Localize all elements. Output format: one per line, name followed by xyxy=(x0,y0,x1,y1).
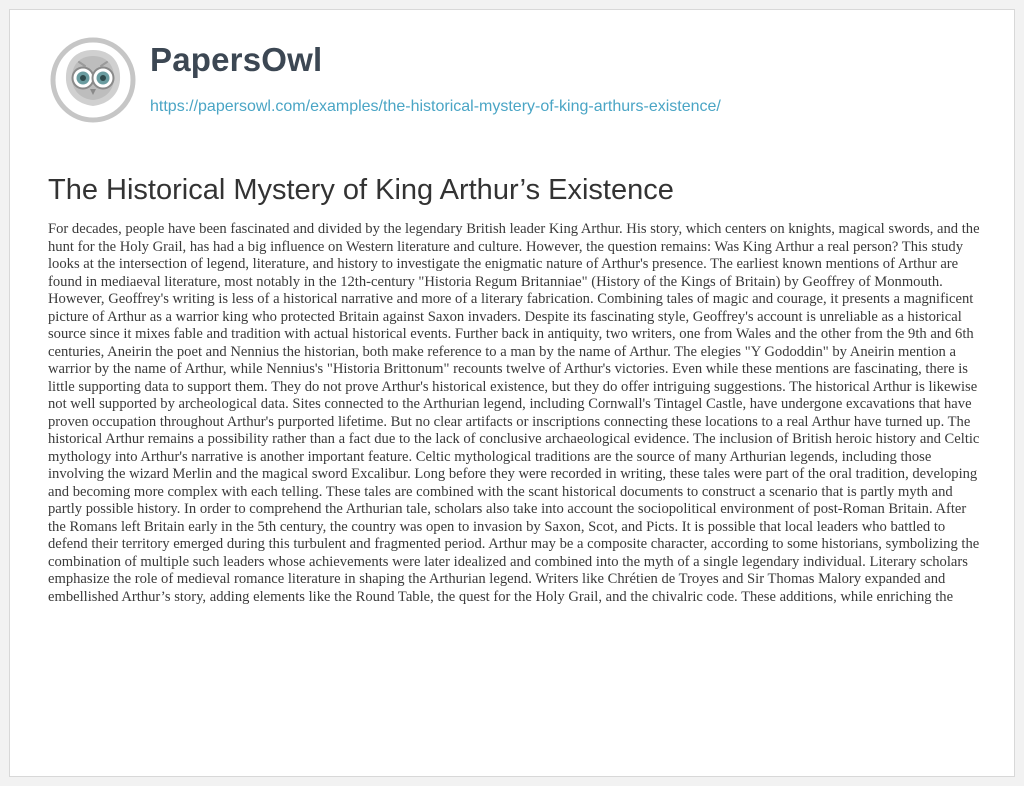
article-body: For decades, people have been fascinated and divided by the legendary British leader King Arthur. His story, which centers on knights, magical swords, and the hunt for the Holy Grail, has had a big influence on Western literature and culture. However, the question remains: Was King Arthur a real person? This study looks at the intersection of legend, literature, and history to investigate the enigmatic nature of Arthur's presence. The earliest known mentions of Arthur are found in mediaeval literature, most notably in the 12th-century "Historia Regum Britanniae" (History of the Kings of Britain) by Geoffrey of Monmouth. However, Geoffrey's writing is less of a historical narrative and more of a literary fabrication. Combining tales of magic and courage, it presents a magnificent picture of Arthur as a warrior king who protected Britain against Saxon invaders. Despite its fascinating style, Geoffrey's account is unreliable as a historical source since it mixes fable and tradition with actual historical events. Further back in antiquity, two writers, one from Wales and the other from the 9th and 6th centuries, Aneirin the poet and Nennius the historian, both make reference to a man by the name of Arthur. The elegies "Y Gododdin" by Aneirin mention a warrior by the name of Arthur, while Nennius's "Historia Brittonum" recounts twelve of Arthur's victories. Even while these mentions are fascinating, there is little supporting data to support them. They do not prove Arthur's historical existence, but they do offer intriguing suggestions. The historical Arthur is likewise not well supported by archeological data. Sites connected to the Arthurian legend, including Cornwall's Tintagel Castle, have undergone excavations that have proven occupation throughout Arthur's purported lifetime. But no clear artifacts or inscriptions connecting these locations to a real Arthur have turned up. The historical Arthur remains a possibility rather than a fact due to the lack of conclusive archaeological evidence. The inclusion of British heroic history and Celtic mythology into Arthur's narrative is another important feature. Celtic mythological traditions are the source of many Arthurian legends, including those involving the wizard Merlin and the magical sword Excalibur. Long before they were recorded in writing, these tales were part of the oral tradition, developing and becoming more complex with each telling. These tales are combined with the scant historical documents to construct a scenario that is partly myth and partly possible history. In order to comprehend the Arthurian tale, scholars also take into account the sociopolitical environment of post-Roman Britain. After the Romans left Britain early in the 5th century, the country was open to invasion by Saxon, Scot, and Picts. It is possible that local leaders who battled to defend their territory emerged during this turbulent and fragmented period. Arthur may be a composite character, according to some historians, symbolizing the combination of multiple such leaders whose achievements were later idealized and combined into the myth of a single legendary individual. Literary scholars emphasize the role of medieval romance literature in shaping the Arthurian legend. Writers like Chrétien de Troyes and Sir Thomas Malory expanded and embellished Arthur’s story, adding elements like the Round Table, the quest for the Holy Grail, and the chivalric code. These additions, while enriching the xyxy=(48,221,980,605)
article-title: The Historical Mystery of King Arthur’s Existence xyxy=(48,174,674,206)
header xyxy=(49,36,721,136)
source-url-link[interactable]: https://papersowl.com/examples/the-historical-mystery-of-king-arthurs-existence/ xyxy=(150,98,721,115)
brand-block xyxy=(150,36,721,118)
brand-name: PapersOwl xyxy=(150,41,323,78)
owl-logo-icon xyxy=(49,36,137,124)
